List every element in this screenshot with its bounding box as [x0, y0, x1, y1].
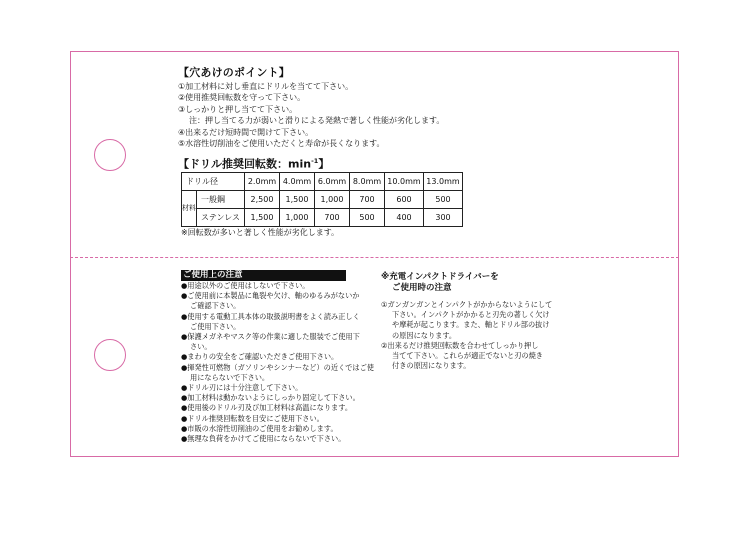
- table-row: [182, 191, 463, 209]
- usage-cautions-section: [181, 270, 374, 444]
- caution-line: 用にならないで下さい。: [190, 372, 270, 382]
- impact-note-line: ②出来るだけ推奨回転数を合わせてしっかり押し: [381, 340, 539, 350]
- caution-line: ●ドリル刃には十分注意して下さい。: [181, 383, 303, 393]
- drill-speed-table: [181, 172, 463, 227]
- tip-item: ③しっかりと押し当てて下さい。: [178, 104, 298, 114]
- caution-line: ご確認下さい。: [190, 301, 241, 311]
- impact-note-line: ①ガンガンガンとインパクトがかからないようにして: [381, 300, 553, 309]
- caution-line: ●加工材料は動かないようにしっかり固定して下さい。: [181, 393, 360, 403]
- diameter-header: ドリル径: [182, 173, 245, 191]
- tip-item: ④出来るだけ短時間で開けて下さい。: [178, 127, 314, 137]
- speed-table-note: ※回転数が多いと著しく性能が劣化します。: [181, 228, 340, 237]
- impact-note-line: 下さい。インパクトがかかると刃先の著しく欠け: [392, 310, 550, 320]
- rpm-cell: 600: [385, 191, 424, 209]
- caution-line: ●ドリル推奨回転数を目安にご使用下さい。: [181, 413, 324, 423]
- rpm-cell: 500: [424, 191, 463, 209]
- speed-table-title: [178, 154, 329, 172]
- impact-driver-section: [381, 272, 556, 371]
- drilling-tips-section: [178, 66, 478, 149]
- tip-note: 注：押し当てる力が弱いと滑りによる発熱で著しく性能が劣化します。: [189, 116, 445, 126]
- table-header-row: [182, 173, 463, 191]
- impact-note-line: の原因になります。: [392, 330, 457, 340]
- punch-hole-bottom: [94, 339, 126, 371]
- caution-line: ●市販の水溶性切削油のご使用をお勧めします。: [181, 423, 338, 433]
- impact-note-line: 当てて下さい。これらが適正でないと刃の焼き: [392, 351, 543, 361]
- impact-note-line: 付きの原因になります。: [392, 361, 471, 371]
- caution-line: ●用途以外のご使用はしないで下さい。: [181, 281, 310, 290]
- table-row: [182, 209, 463, 227]
- caution-line: ●使用する電動工具本体の取扱説明書をよく読み正しく: [181, 311, 360, 321]
- rpm-cell: 2,500: [245, 191, 280, 209]
- caution-line: ●使用後のドリル刃及び加工材料は高温になります。: [181, 403, 353, 413]
- material-label: 材料: [182, 191, 197, 227]
- rpm-cell: 300: [424, 209, 463, 227]
- rpm-cell: 1,000: [280, 209, 315, 227]
- material-name: ステンレス: [197, 209, 245, 227]
- size-header: 10.0mm: [385, 173, 424, 191]
- rpm-cell: 500: [350, 209, 385, 227]
- impact-driver-subtitle: ご使用時の注意: [392, 283, 452, 293]
- tip-item: ②使用推奨回転数を守って下さい。: [178, 93, 306, 103]
- rpm-cell: 1,000: [315, 191, 350, 209]
- drilling-tips-title: 【穴あけのポイント】: [178, 66, 290, 79]
- rpm-cell: 700: [350, 191, 385, 209]
- size-header: 13.0mm: [424, 173, 463, 191]
- size-header: 6.0mm: [315, 173, 350, 191]
- impact-note-line: や摩耗が起こります。また、軸とドリル部の抜け: [392, 320, 550, 330]
- rpm-cell: 400: [385, 209, 424, 227]
- speed-table-title-end: 】: [318, 157, 330, 171]
- caution-line: ●無理な負荷をかけてご使用にならないで下さい。: [181, 434, 346, 444]
- caution-line: ●まわりの安全をご確認いただきご使用下さい。: [181, 352, 339, 362]
- punch-hole-top: [94, 139, 126, 171]
- size-header: 8.0mm: [350, 173, 385, 191]
- caution-line: ●ご使用前に本製品に亀裂や欠け、軸のゆるみがないか: [181, 291, 360, 301]
- speed-table-title-unit-exponent: -1: [311, 157, 319, 165]
- caution-line: ●保護メガネやマスク等の作業に適した服装でご使用下: [181, 332, 360, 342]
- rpm-cell: 1,500: [245, 209, 280, 227]
- fold-line: [70, 257, 679, 258]
- rpm-cell: 1,500: [280, 191, 315, 209]
- impact-driver-title: ※充電インパクトドライバーを: [381, 272, 499, 282]
- tip-item: ①加工材料に対し垂直にドリルを当てて下さい。: [178, 82, 354, 91]
- caution-line: ご使用下さい。: [190, 321, 241, 331]
- rpm-cell: 700: [315, 209, 350, 227]
- caution-line: ●揮発性可燃物（ガソリンやシンナーなど）の近くではご使: [181, 362, 374, 372]
- size-header: 4.0mm: [280, 173, 315, 191]
- tip-item: ⑤水溶性切削油をご使用いただくと寿命が長くなります。: [178, 139, 385, 149]
- caution-line: さい。: [190, 342, 212, 352]
- speed-table-title-main: 【ドリル推奨回転数：min: [178, 157, 312, 171]
- size-header: 2.0mm: [245, 173, 280, 191]
- usage-cautions-title: ご使用上の注意: [181, 270, 346, 281]
- material-name: 一般鋼: [197, 191, 245, 209]
